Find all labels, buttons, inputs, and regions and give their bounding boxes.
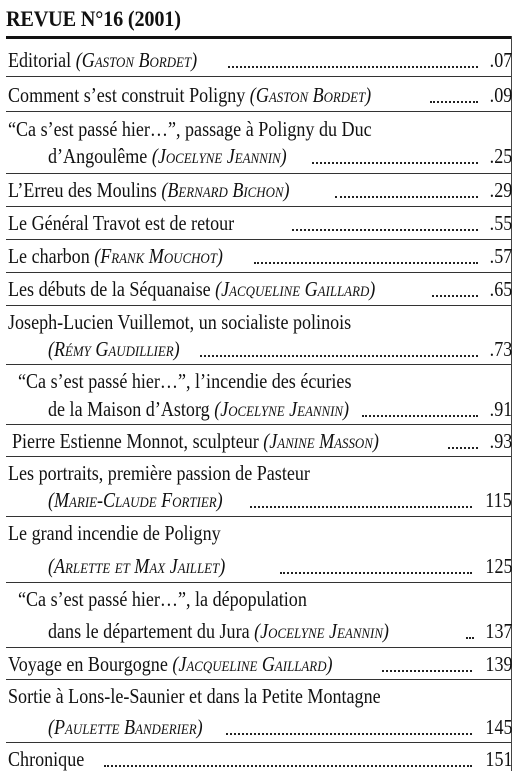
dot-leader: [254, 262, 478, 264]
row-separator: [6, 647, 511, 648]
entry-title-line1: Les portraits, première passion de Pasteur: [8, 461, 310, 485]
row-separator: [6, 239, 511, 240]
toc-entry-astorg-cont[interactable]: [0, 396, 522, 422]
entry-title-line1: “Ca s’est passé hier…”, passage à Poligny du Duc: [8, 117, 372, 141]
entry-page: .25: [489, 144, 512, 168]
entry-page: .91: [489, 397, 512, 421]
entry-author: (Jocelyne Jeannin): [254, 619, 389, 643]
toc-entry-incendie-cont[interactable]: [0, 553, 522, 579]
toc-entry-poligny[interactable]: [0, 82, 522, 108]
entry-author: (Paulette Banderier): [48, 715, 203, 739]
entry-page: 115: [485, 488, 512, 512]
toc-entry-moulins[interactable]: [0, 177, 522, 203]
entry-title-line1: Le grand incendie de Poligny: [8, 521, 221, 545]
entry-title-line2: dans le département du Jura: [48, 619, 250, 643]
toc-entry-depopulation-cont[interactable]: [0, 618, 522, 644]
entry-author: (Gaston Bordet): [249, 83, 372, 107]
toc-entry-incendie[interactable]: [0, 520, 522, 546]
dot-leader: [432, 295, 478, 297]
entry-author: (Arlette et Max Jaillet): [48, 554, 226, 578]
row-separator: [6, 456, 511, 457]
row-separator: [6, 424, 511, 425]
row-separator: [6, 111, 511, 112]
entry-page: .09: [489, 83, 512, 107]
toc-entry-pasteur-cont[interactable]: [0, 487, 522, 513]
entry-page: 137: [484, 619, 512, 643]
entry-title-line1: Joseph-Lucien Vuillemot, un socialiste polinois: [8, 310, 352, 334]
entry-author: (Rémy Gaudillier): [48, 337, 180, 361]
dot-leader: [228, 66, 478, 68]
row-separator: [6, 272, 511, 273]
toc-entry-bourgogne[interactable]: [0, 651, 522, 677]
dot-leader: [104, 765, 472, 767]
row-separator: [6, 76, 511, 77]
entry-title: Les débuts de la Séquanaise: [8, 277, 211, 301]
entry-title: Comment s’est construit Poligny: [8, 83, 246, 107]
entry-title: Le charbon: [8, 244, 90, 268]
dot-leader: [312, 162, 478, 164]
dot-leader: [226, 733, 472, 735]
row-separator: [6, 516, 511, 517]
dot-leader: [448, 447, 478, 449]
entry-title: Le Général Travot est de retour: [8, 211, 235, 235]
dot-leader: [250, 506, 472, 508]
entry-title: Editorial: [8, 48, 72, 72]
entry-author: (Jacqueline Gaillard): [172, 652, 333, 676]
entry-author: (Jocelyne Jeannin): [214, 397, 350, 421]
entry-title-line2: de la Maison d’Astorg: [48, 397, 210, 421]
row-separator: [6, 582, 511, 583]
toc-entry-lons[interactable]: [0, 683, 522, 709]
row-separator: [6, 206, 511, 207]
entry-title-line2: d’Angoulême: [48, 144, 148, 168]
dot-leader: [200, 355, 478, 357]
row-separator: [6, 742, 511, 743]
toc-entry-editorial[interactable]: [0, 47, 522, 73]
toc-entry-angouleme[interactable]: [0, 116, 522, 142]
entry-page: .55: [489, 211, 512, 235]
toc-entry-travot[interactable]: [0, 210, 522, 236]
row-separator: [6, 173, 511, 174]
entry-title: L’Erreu des Moulins: [8, 178, 157, 202]
entry-author: (Bernard Bichon): [161, 178, 290, 202]
entry-page: .73: [489, 337, 512, 361]
toc-entry-charbon[interactable]: [0, 243, 522, 269]
toc-entry-pasteur[interactable]: [0, 460, 522, 486]
toc-entry-sequanaise[interactable]: [0, 276, 522, 302]
entry-page: .29: [489, 178, 512, 202]
entry-page: .57: [489, 244, 512, 268]
dot-leader: [430, 101, 478, 103]
entry-title: Chronique: [8, 747, 85, 771]
entry-author: (Frank Mouchot): [94, 244, 223, 268]
entry-author: (Marie-Claude Fortier): [48, 488, 223, 512]
dot-leader: [280, 572, 472, 574]
entry-title-line1: “Ca s’est passé hier…”, la dépopulation: [18, 587, 307, 611]
entry-author: (Jacqueline Gaillard): [215, 277, 376, 301]
entry-page: .07: [489, 48, 512, 72]
entry-author: (Gaston Bordet): [75, 48, 198, 72]
toc-entry-angouleme-cont[interactable]: [0, 143, 522, 169]
entry-title: Voyage en Bourgogne: [8, 652, 168, 676]
toc-entry-vuillemot-cont[interactable]: [0, 336, 522, 362]
toc-entry-vuillemot[interactable]: [0, 309, 522, 335]
dot-leader: [382, 670, 472, 672]
toc-entry-chronique[interactable]: [0, 746, 522, 772]
entry-page: 145: [484, 715, 512, 739]
dot-leader: [466, 637, 474, 639]
entry-author: (Janine Masson): [263, 429, 379, 453]
dot-leader: [292, 229, 478, 231]
toc-entry-lons-cont[interactable]: [0, 714, 522, 740]
dot-leader: [362, 415, 478, 417]
toc-entry-depopulation[interactable]: [0, 586, 522, 612]
entry-page: 151: [484, 747, 512, 771]
entry-page: 139: [484, 652, 512, 676]
entry-title-line1: “Ca s’est passé hier…”, l’incendie des écuries: [18, 369, 352, 393]
entry-author: (Jocelyne Jeannin): [151, 144, 287, 168]
toc-entry-astorg[interactable]: [0, 368, 522, 394]
dot-leader: [335, 196, 478, 198]
entry-page: .93: [489, 429, 512, 453]
entry-title: Pierre Estienne Monnot, sculpteur: [12, 429, 259, 453]
row-separator: [6, 679, 511, 680]
entry-page: 125: [484, 554, 512, 578]
toc-entry-monnot[interactable]: [0, 428, 522, 454]
entry-page: .65: [489, 277, 512, 301]
entry-title-line1: Sortie à Lons-le-Saunier et dans la Petite Montagne: [8, 684, 381, 708]
row-separator: [6, 305, 511, 306]
revue-title: REVUE N°16 (2001): [6, 6, 181, 31]
row-separator: [6, 364, 511, 365]
